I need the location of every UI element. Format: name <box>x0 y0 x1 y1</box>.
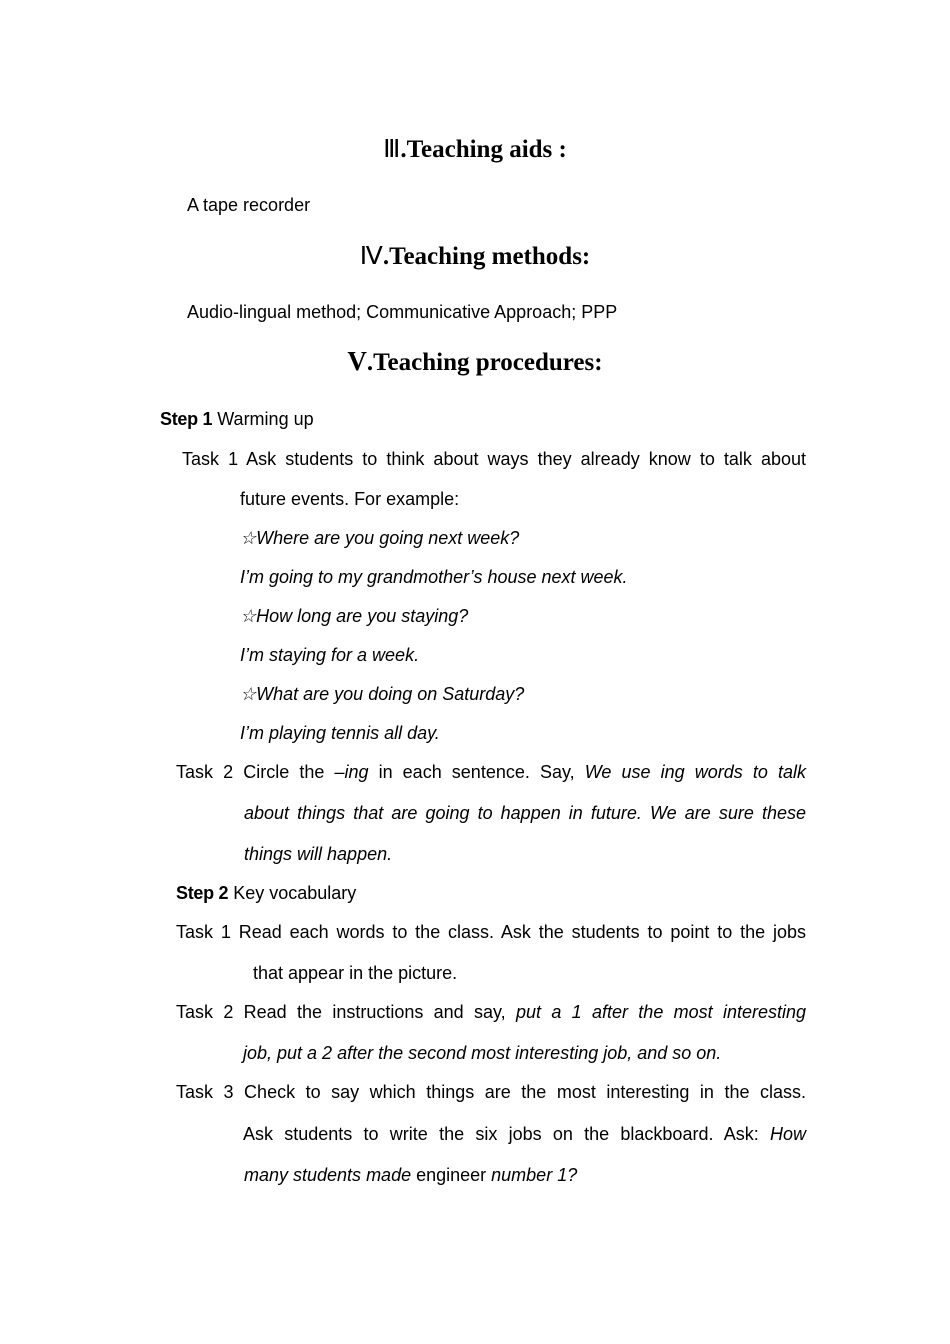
step1-task1-line1: Task 1 Ask students to think about ways they already know to talk about <box>182 449 806 469</box>
text-segment: put a 1 after the most interesting <box>516 1002 806 1022</box>
teaching-methods-text: Audio-lingual method; Communicative Approach; PPP <box>187 302 618 322</box>
text-segment: in each sentence. Say, <box>368 762 585 782</box>
step-label: Step 1 <box>160 409 213 429</box>
text-segment: Task 2 Circle the <box>176 762 335 782</box>
text-segment: How <box>769 1124 806 1144</box>
step2-task3-line1: Task 3 Check to say which things are the most interesting in the class. <box>176 1082 806 1102</box>
heading-teaching-methods <box>0 241 950 271</box>
text-segment: Task 2 Read the instructions and say, <box>176 1002 516 1022</box>
step-title: Warming up <box>217 409 314 429</box>
step-1-heading <box>160 409 314 430</box>
heading-title: .Teaching procedures: <box>366 349 603 376</box>
step2-task2-line1 <box>176 1002 806 1023</box>
step1-task2-line3: things will happen. <box>244 844 393 864</box>
example-question: ☆What are you doing on Saturday? <box>240 684 525 704</box>
heading-numeral: Ⅳ <box>359 243 383 270</box>
text-segment: many students made <box>244 1165 417 1185</box>
step2-task1-line1: Task 1 Read each words to the class. Ask the students to point to the jobs <box>176 922 806 942</box>
step-label: Step 2 <box>176 883 229 903</box>
step2-task2-line2: job, put a 2 after the second most interesting job, and so on. <box>243 1043 722 1063</box>
step2-task3-line2 <box>243 1124 806 1145</box>
step1-task1-line2: future events. For example: <box>240 489 460 509</box>
step-title: Key vocabulary <box>233 883 357 903</box>
heading-title: .Teaching aids : <box>400 136 567 163</box>
heading-numeral: V <box>347 346 367 376</box>
text-segment: We use ing words to talk <box>584 762 806 782</box>
example-question: ☆Where are you going next week? <box>240 528 520 548</box>
example-question: ☆How long are you staying? <box>240 606 469 626</box>
step1-task2-line1 <box>176 762 806 783</box>
step2-task1-line2: that appear in the picture. <box>253 963 458 983</box>
step-2-heading <box>176 883 356 904</box>
teaching-aids-text: A tape recorder <box>187 195 311 215</box>
heading-teaching-aids <box>0 134 950 164</box>
example-answer: I’m going to my grandmother’s house next week. <box>240 567 628 587</box>
heading-teaching-procedures <box>0 346 950 377</box>
example-answer: I’m staying for a week. <box>240 645 420 665</box>
heading-title: .Teaching methods: <box>382 243 591 270</box>
step1-task2-line2: about things that are going to happen in future. We are sure these <box>244 803 806 823</box>
step2-task3-line3 <box>244 1165 577 1186</box>
example-answer: I’m playing tennis all day. <box>240 723 440 743</box>
text-segment: Ask students to write the six jobs on the blackboard. Ask: <box>243 1124 770 1144</box>
heading-numeral: Ⅲ <box>383 136 401 163</box>
text-segment: engineer <box>416 1165 487 1185</box>
text-segment: number 1? <box>486 1165 578 1185</box>
text-segment: –ing <box>334 762 369 782</box>
